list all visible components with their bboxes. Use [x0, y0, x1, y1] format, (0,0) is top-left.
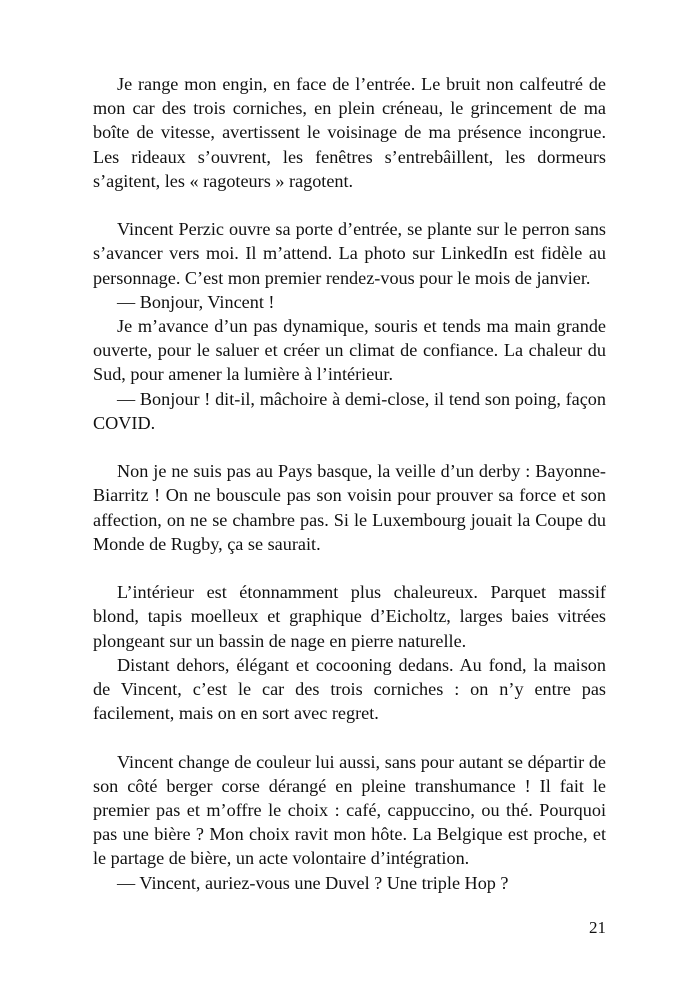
paragraph: Vincent Perzic ouvre sa porte d’entrée, se plante sur le perron sans s’avancer vers moi. Il m’attend. La photo sur LinkedIn est fidèle au personnage. C’est mon premier rendez-vous pour le mois de janvier.	[93, 219, 606, 288]
paragraph: Vincent change de couleur lui aussi, sans pour autant se départir de son côté berger corse dérangé en pleine transhumance ! Il fait le premier pas et m’offre le choix : café, cappuccino, ou thé. Pourquoi pas une bière ? Mon choix ravit mon hôte. La Belgique est proche, et le partage de bière, un acte volontaire d’intégration.	[93, 751, 606, 869]
page-number: 21	[589, 918, 606, 937]
body-text	[93, 72, 606, 895]
paragraph: Je range mon engin, en face de l’entrée. Le bruit non calfeutré de mon car des trois corniches, en plein créneau, le grincement de ma boîte de vitesse, avertissent le voisinage de ma présence incongrue. Les rideaux s’ouvrent, les fenêtres s’entrebâillent, les dormeurs s’agitent, les « ragoteurs » ragotent.	[93, 74, 606, 191]
dialogue-line: — Bonjour, Vincent !	[117, 291, 275, 312]
paragraph: Distant dehors, élégant et cocooning dedans. Au fond, la maison de Vincent, c’est le car des trois corniches : on n’y entre pas facilement, mais on en sort avec regret.	[93, 654, 606, 724]
paragraph: Non je ne suis pas au Pays basque, la veille d’un derby : Bayonne-Biarritz ! On ne bouscule pas son voisin pour prouver sa force et son affection, on ne se chambre pas. Si le Luxembourg jouait la Coupe du Monde de Rugby, ça se saurait.	[93, 461, 606, 554]
dialogue-line: — Vincent, auriez-vous une Duvel ? Une triple Hop ?	[117, 872, 509, 893]
paragraph: L’intérieur est étonnamment plus chaleureux. Parquet massif blond, tapis moelleux et graphique d’Eicholtz, larges baies vitrées plongeant sur un bassin de nage en pierre naturelle.	[93, 582, 606, 651]
dialogue-line: — Bonjour ! dit-il, mâchoire à demi-close, il tend son poing, façon COVID.	[93, 388, 606, 433]
paragraph: Je m’avance d’un pas dynamique, souris et tends ma main grande ouverte, pour le saluer et créer un climat de confiance. La chaleur du Sud, pour amener la lumière à l’intérieur.	[93, 316, 606, 385]
